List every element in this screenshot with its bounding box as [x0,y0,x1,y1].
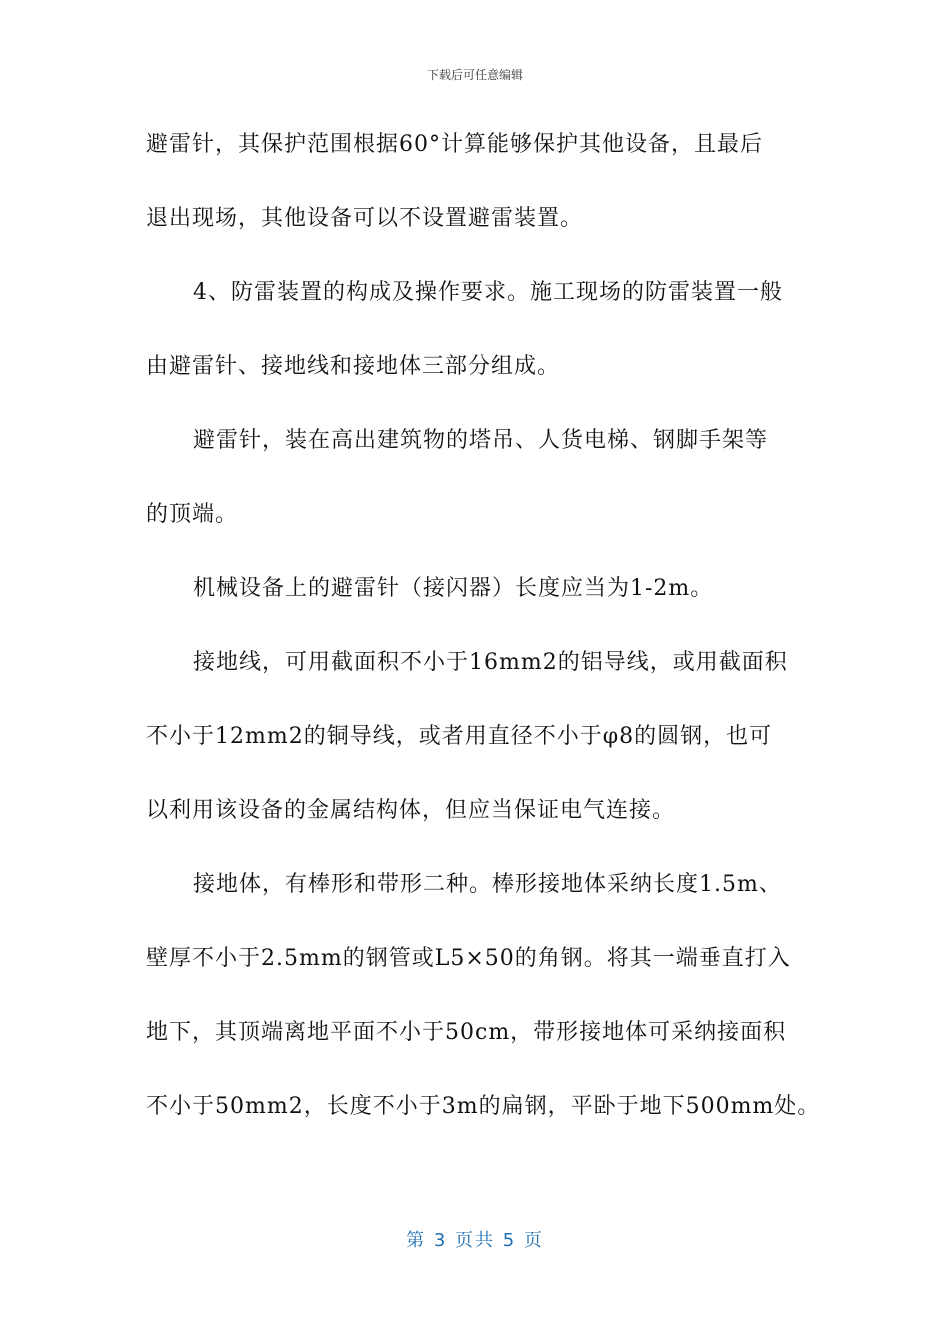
page-footer: 第 3 页共 5 页 [406,1230,544,1251]
body-line: 地下，其顶端离地平面不小于50cm，带形接地体可采纳接面积 [146,1020,787,1045]
body-line: 的顶端。 [146,502,239,527]
body-line: 不小于50mm2，长度不小于3m的扁钢，平卧于地下500mm处。 [146,1094,821,1119]
body-line: 机械设备上的避雷针（接闪器）长度应当为1-2m。 [193,576,714,601]
body-line: 避雷针，其保护范围根据60°计算能够保护其他设备，且最后 [146,132,763,157]
body-line: 壁厚不小于2.5mm的钢管或L5×50的角钢。将其一端垂直打入 [146,946,791,971]
body-line: 退出现场，其他设备可以不设置避雷装置。 [146,206,584,231]
body-line: 4、防雷装置的构成及操作要求。施工现场的防雷装置一般 [193,280,783,305]
body-line: 以利用该设备的金属结构体，但应当保证电气连接。 [146,798,676,823]
page-header: 下载后可任意编辑 [426,68,523,82]
body-line: 避雷针，装在高出建筑物的塔吊、人货电梯、钢脚手架等 [193,428,769,453]
body-line: 由避雷针、接地线和接地体三部分组成。 [146,354,561,379]
body-line: 不小于12mm2的铜导线，或者用直径不小于φ8的圆钢，也可 [146,724,773,749]
document-body [146,124,821,1160]
body-line: 接地线，可用截面积不小于16mm2的铝导线，或用截面积 [193,650,788,675]
body-line: 接地体，有棒形和带形二种。棒形接地体采纳长度1.5m、 [193,872,782,897]
